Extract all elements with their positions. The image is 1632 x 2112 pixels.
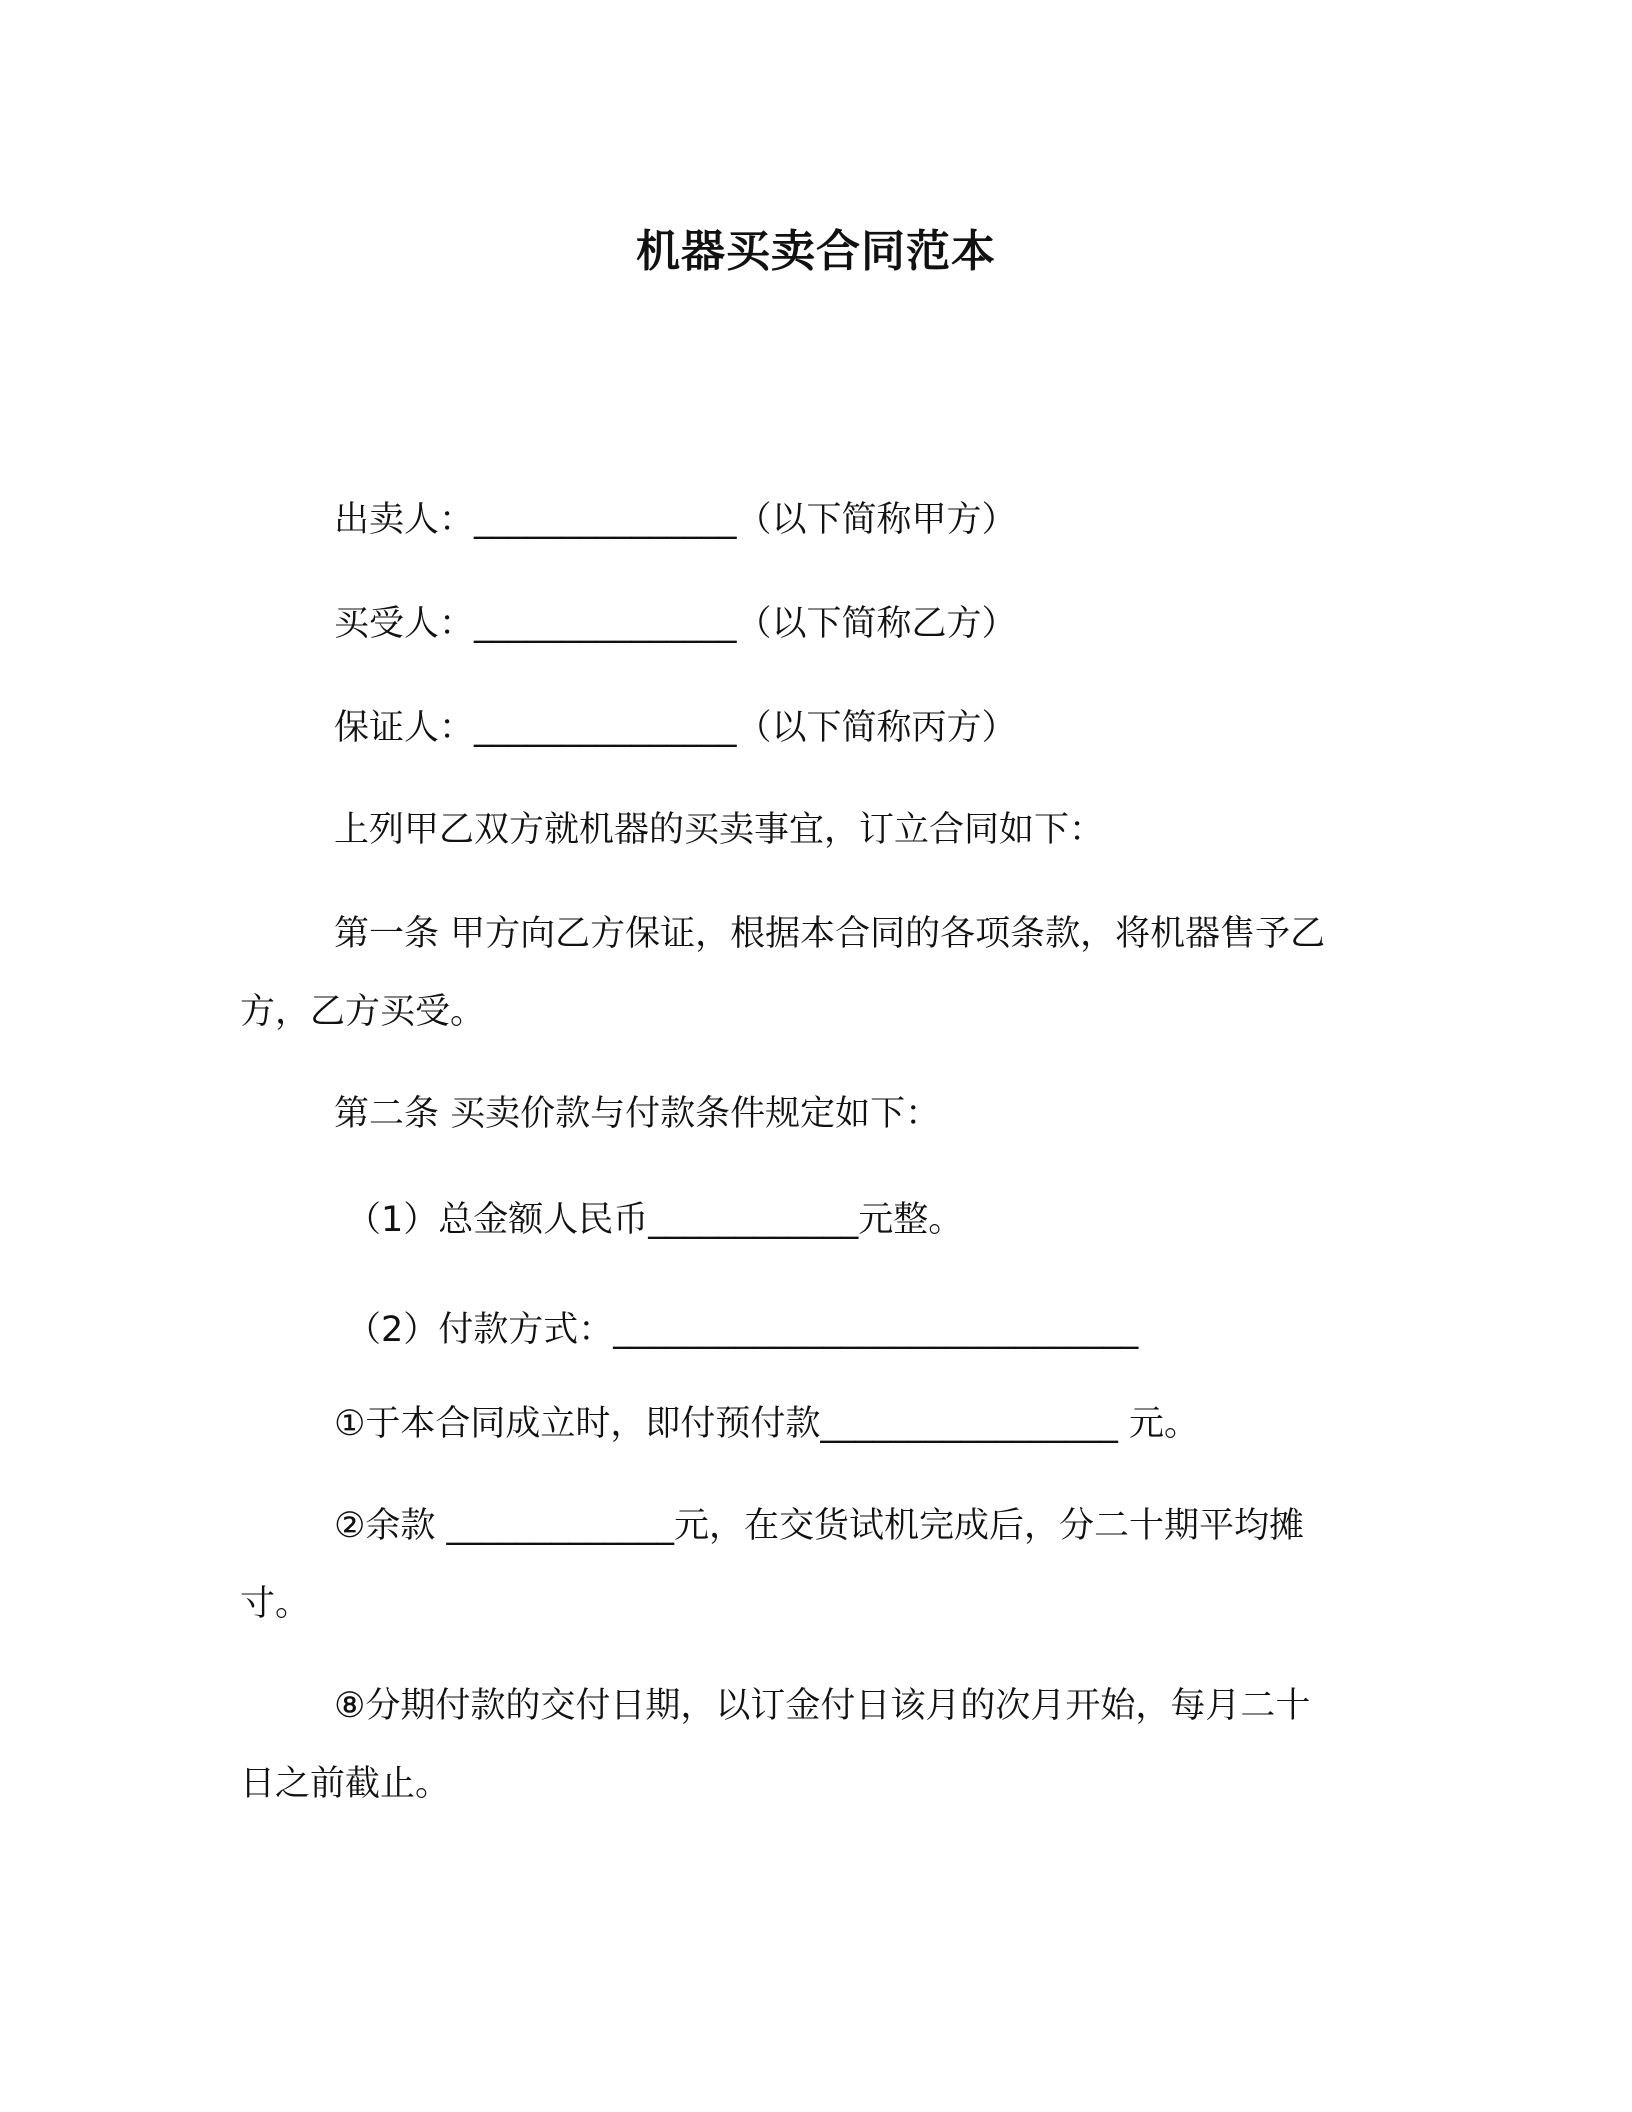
guarantor-line: 保证人：_______________（以下简称丙方） bbox=[334, 708, 1017, 748]
article-2-item-2: （2）付款方式：______________________________ bbox=[346, 1310, 1139, 1350]
document-title: 机器买卖合同范本 bbox=[636, 226, 996, 277]
payment-clause-3-line-2: 日之前截止。 bbox=[240, 1764, 451, 1804]
article-2-heading: 第二条 买卖价款与付款条件规定如下： bbox=[334, 1094, 941, 1134]
payment-clause-1: ①于本合同成立时，即付预付款_________________ 元。 bbox=[334, 1404, 1200, 1444]
preamble-paragraph: 上列甲乙双方就机器的买卖事宜，订立合同如下： bbox=[334, 810, 1105, 850]
seller-line: 出卖人：_______________（以下简称甲方） bbox=[334, 500, 1017, 540]
payment-clause-3-line-1: ⑧分期付款的交付日期，以订金付日该月的次月开始，每月二十 bbox=[334, 1686, 1311, 1726]
article-1-line-1: 第一条 甲方向乙方保证，根据本合同的各项条款，将机器售予乙 bbox=[334, 914, 1326, 954]
buyer-line: 买受人：_______________（以下简称乙方） bbox=[334, 604, 1017, 644]
payment-clause-2-line-2: 寸。 bbox=[240, 1584, 311, 1624]
payment-clause-2-line-1: ②余款 _____________元，在交货试机完成后，分二十期平均摊 bbox=[334, 1506, 1305, 1546]
article-1-line-2: 方，乙方买受。 bbox=[240, 992, 486, 1032]
article-2-item-1: （1）总金额人民币____________元整。 bbox=[346, 1200, 964, 1240]
